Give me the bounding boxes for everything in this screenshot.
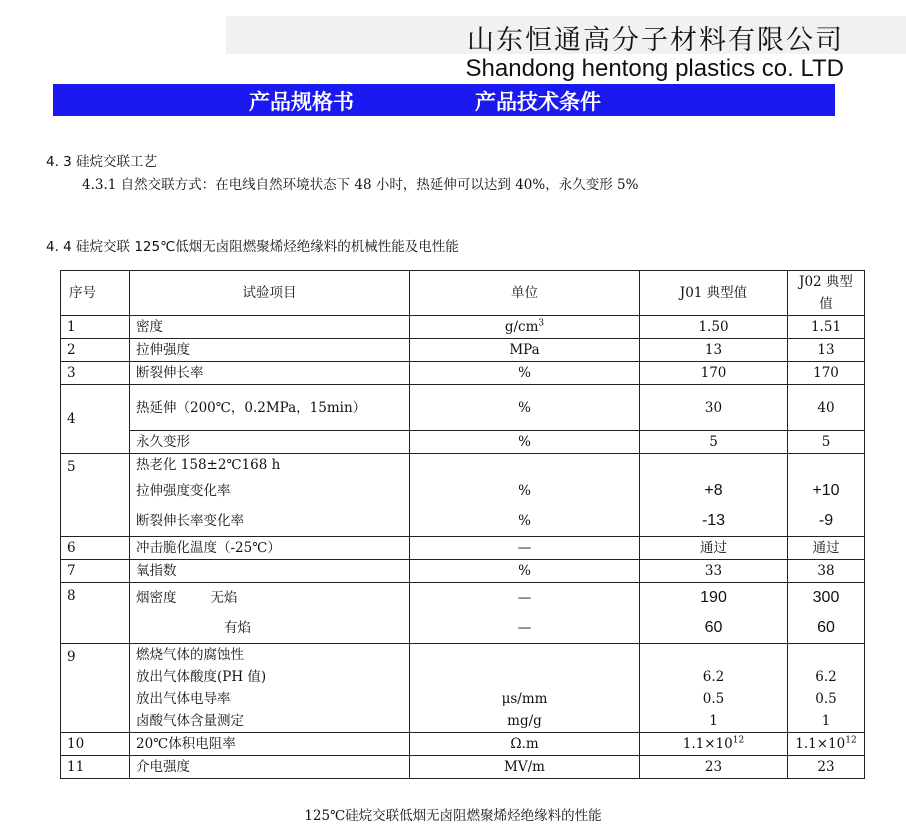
cell-j01: 5 — [640, 431, 788, 454]
unit-sup: 3 — [538, 318, 545, 329]
cell-j01: 170 — [640, 362, 788, 385]
cell-item — [130, 644, 410, 733]
section-4-4-heading: 4. 4 硅烷交联 125℃低烟无卤阻燃聚烯烃绝缘料的机械性能及电性能 — [46, 239, 459, 255]
title-tech-conditions: 产品技术条件 — [475, 90, 601, 114]
cell-unit: % — [410, 385, 640, 431]
table-row — [61, 756, 865, 779]
value-base: 1.1×10 — [795, 736, 846, 752]
cell-no: 11 — [61, 756, 130, 779]
cell-j01: 13 — [640, 339, 788, 362]
cell-no: 4 — [61, 385, 130, 454]
value-line: 0.5 — [815, 691, 837, 707]
cell-j01 — [640, 454, 788, 537]
cell-j01 — [640, 644, 788, 733]
table-row — [61, 362, 865, 385]
table-row — [61, 583, 865, 644]
cell-j01: 23 — [640, 756, 788, 779]
cell-no: 2 — [61, 339, 130, 362]
cell-item: 冲击脆化温度（-25℃） — [130, 537, 410, 560]
cell-item: 永久变形 — [130, 431, 410, 454]
cell-j02: 1.51 — [788, 316, 865, 339]
cell-item: 氧指数 — [130, 560, 410, 583]
cell-item: 介电强度 — [130, 756, 410, 779]
item-line: 燃烧气体的腐蚀性 — [136, 647, 244, 663]
item-line: 断裂伸长率变化率 — [136, 513, 244, 529]
cell-item — [130, 454, 410, 537]
cell-j02: 38 — [788, 560, 865, 583]
value-line: +10 — [812, 482, 840, 499]
section-4-3-heading: 4. 3 硅烷交联工艺 — [46, 154, 158, 170]
unit-line: % — [518, 513, 531, 529]
cell-unit — [410, 454, 640, 537]
unit-line: mg/g — [507, 713, 542, 729]
cell-unit: % — [410, 431, 640, 454]
value-line: -9 — [818, 512, 834, 529]
cell-no: 7 — [61, 560, 130, 583]
header-j01: J01 典型值 — [640, 271, 788, 316]
cell-j01: 通过 — [640, 537, 788, 560]
cell-j01: 30 — [640, 385, 788, 431]
table-row — [61, 537, 865, 560]
item-line — [136, 583, 403, 613]
value-line: 190 — [700, 589, 727, 606]
cell-unit: % — [410, 560, 640, 583]
item-label: 烟密度 — [136, 590, 177, 606]
value-sup: 12 — [845, 735, 857, 746]
header-no: 序号 — [61, 271, 130, 316]
unit-line: — — [517, 590, 532, 606]
item-line: 热老化 158±2℃168 h — [136, 457, 281, 473]
value-line: 1 — [821, 713, 831, 729]
unit-base: g/cm — [504, 319, 539, 335]
value-line: 6.2 — [815, 669, 837, 685]
value-line: 60 — [817, 619, 835, 636]
value-line: 1 — [709, 713, 718, 729]
table-row — [61, 431, 865, 454]
cell-no: 10 — [61, 733, 130, 756]
item-line: 放出气体酸度(PH 值) — [136, 669, 267, 685]
table-caption: 125℃硅烷交联低烟无卤阻燃聚烯烃绝缘料的性能 — [304, 808, 602, 824]
item-sub: 有焰 — [224, 620, 251, 636]
company-name-band — [226, 16, 906, 54]
cell-j02: 170 — [788, 362, 865, 385]
company-name-cn: 山东恒通高分子材料有限公司 — [467, 25, 844, 56]
item-line: 拉伸强度变化率 — [136, 483, 231, 499]
value-base: 1.1×10 — [682, 736, 733, 752]
cell-unit: % — [410, 362, 640, 385]
cell-j02 — [788, 454, 865, 537]
cell-no: 9 — [61, 644, 130, 733]
cell-item: 密度 — [130, 316, 410, 339]
cell-item — [130, 583, 410, 644]
cell-j02 — [788, 733, 865, 756]
item-line — [136, 613, 403, 643]
cell-item: 热延伸（200℃，0.2MPa，15min） — [130, 385, 410, 431]
cell-no: 6 — [61, 537, 130, 560]
table-row — [61, 454, 865, 537]
section-4-3-1-text: 4.3.1 自然交联方式：在电线自然环境状态下 48 小时，热延伸可以达到 40%，永久变形 5% — [82, 177, 639, 193]
cell-unit — [410, 583, 640, 644]
table-row — [61, 385, 865, 431]
cell-j02: 通过 — [788, 537, 865, 560]
header-item: 试验项目 — [130, 271, 410, 316]
table-row — [61, 339, 865, 362]
value-line: 0.5 — [702, 691, 725, 707]
cell-unit: MV/m — [410, 756, 640, 779]
unit-line: μs/mm — [501, 691, 548, 707]
cell-item: 拉伸强度 — [130, 339, 410, 362]
item-line: 卤酸气体含量测定 — [136, 713, 244, 729]
company-name-en: Shandong hentong plastics co. LTD — [465, 55, 844, 82]
value-line: 6.2 — [702, 669, 725, 685]
value-line: 60 — [704, 619, 723, 636]
cell-no: 3 — [61, 362, 130, 385]
value-line: +8 — [704, 482, 723, 499]
cell-no: 1 — [61, 316, 130, 339]
cell-unit: Ω.m — [410, 733, 640, 756]
cell-item: 断裂伸长率 — [130, 362, 410, 385]
item-sub: 无焰 — [210, 590, 238, 606]
title-spec-sheet: 产品规格书 — [249, 90, 354, 114]
unit-line: % — [518, 483, 531, 499]
cell-j02 — [788, 644, 865, 733]
title-bar — [53, 84, 835, 116]
cell-no: 5 — [61, 454, 130, 537]
cell-j01 — [640, 583, 788, 644]
table-row — [61, 644, 865, 733]
cell-j01: 1.50 — [640, 316, 788, 339]
header-j02: J02 典型值 — [788, 271, 865, 316]
cell-unit — [410, 644, 640, 733]
header-unit: 单位 — [410, 271, 640, 316]
cell-j02: 13 — [788, 339, 865, 362]
value-line: 300 — [812, 589, 840, 606]
cell-j02: 23 — [788, 756, 865, 779]
cell-unit: MPa — [410, 339, 640, 362]
value-sup: 12 — [732, 735, 745, 746]
value-line: -13 — [701, 512, 726, 529]
unit-line: — — [517, 620, 532, 636]
table-row — [61, 733, 865, 756]
properties-table — [60, 270, 865, 779]
table-row — [61, 560, 865, 583]
cell-j02 — [788, 583, 865, 644]
table-header-row — [61, 271, 865, 316]
cell-j02: 5 — [788, 431, 865, 454]
cell-no: 8 — [61, 583, 130, 644]
cell-j01: 33 — [640, 560, 788, 583]
cell-unit: — — [410, 537, 640, 560]
cell-unit — [410, 316, 640, 339]
item-line: 放出气体电导率 — [136, 691, 231, 707]
cell-j01 — [640, 733, 788, 756]
cell-j02: 40 — [788, 385, 865, 431]
table-row — [61, 316, 865, 339]
cell-item: 20℃体积电阻率 — [130, 733, 410, 756]
